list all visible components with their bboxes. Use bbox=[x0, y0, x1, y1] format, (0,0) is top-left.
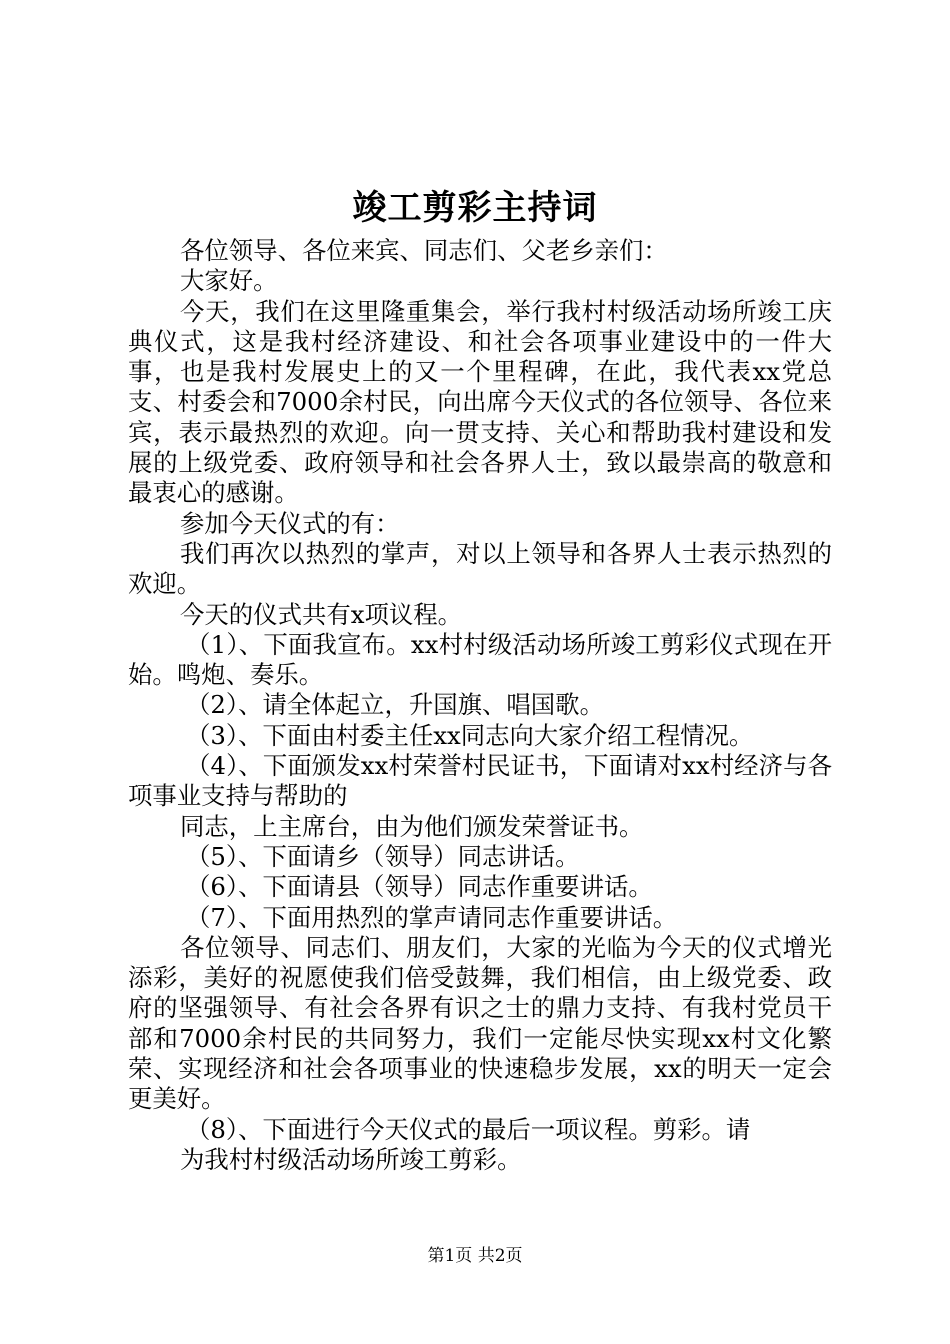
paragraph-greeting: 大家好。 bbox=[180, 266, 278, 296]
agenda-item-8: （8）、下面进行今天仪式的最后一项议程。剪彩。请 bbox=[186, 1114, 751, 1144]
agenda-item-4-continued: 同志，上主席台，由为他们颁发荣誉证书。 bbox=[180, 811, 644, 841]
document-body bbox=[128, 236, 832, 1175]
agenda-item-4: （4）、下面颁发xx村荣誉村民证书，下面请对xx村经济与各项事业支持与帮助的 bbox=[128, 751, 832, 811]
agenda-item-8-continued: 为我村村级活动场所竣工剪彩。 bbox=[180, 1144, 522, 1174]
paragraph-attendees: 参加今天仪式的有： bbox=[180, 508, 400, 538]
paragraph-welcome: 今天，我们在这里隆重集会，举行我村村级活动场所竣工庆典仪式，这是我村经济建设、和社会各项事业建设中的一件大事，也是我村发展史上的又一个里程碑，在此，我代表xx党总支、村委会和7000余村民，向出席今天仪式的各位领导、各位来宾，表示最热烈的欢迎。向一贯支持、关心和帮助我村建设和发展的上级党委、政府领导和社会各界人士，致以最崇高的敬意和最衷心的感谢。 bbox=[128, 296, 832, 508]
agenda-item-1: （1）、下面我宣布。xx村村级活动场所竣工剪彩仪式现在开始。鸣炮、奏乐。 bbox=[128, 629, 832, 690]
paragraph-applause: 我们再次以热烈的掌声，对以上领导和各界人士表示热烈的欢迎。 bbox=[128, 538, 832, 599]
paragraph-salutation: 各位领导、各位来宾、同志们、父老乡亲们： bbox=[180, 236, 668, 265]
agenda-item-5: （5）、下面请乡（领导）同志讲话。 bbox=[186, 841, 580, 871]
agenda-item-7: （7）、下面用热烈的掌声请同志作重要讲话。 bbox=[186, 902, 678, 932]
paragraph-agenda-intro: 今天的仪式共有x项议程。 bbox=[180, 599, 463, 629]
agenda-item-6: （6）、下面请县（领导）同志作重要讲话。 bbox=[186, 872, 653, 902]
agenda-item-3: （3）、下面由村委主任xx同志向大家介绍工程情况。 bbox=[186, 720, 754, 750]
agenda-item-2: （2）、请全体起立，升国旗、唱国歌。 bbox=[186, 690, 604, 720]
paragraph-closing: 各位领导、同志们、朋友们，大家的光临为今天的仪式增光添彩，美好的祝愿使我们倍受鼓舞，我们相信，由上级党委、政府的坚强领导、有社会各界有识之士的鼎力支持、有我村党员干部和7000余村民的共同努力，我们一定能尽快实现xx村文化繁荣、实现经济和社会各项事业的快速稳步发展，xx的明天一定会更美好。 bbox=[128, 932, 832, 1114]
page-number: 第1页 共2页 bbox=[427, 1246, 523, 1266]
document-title: 竣工剪彩主持词 bbox=[352, 188, 598, 228]
